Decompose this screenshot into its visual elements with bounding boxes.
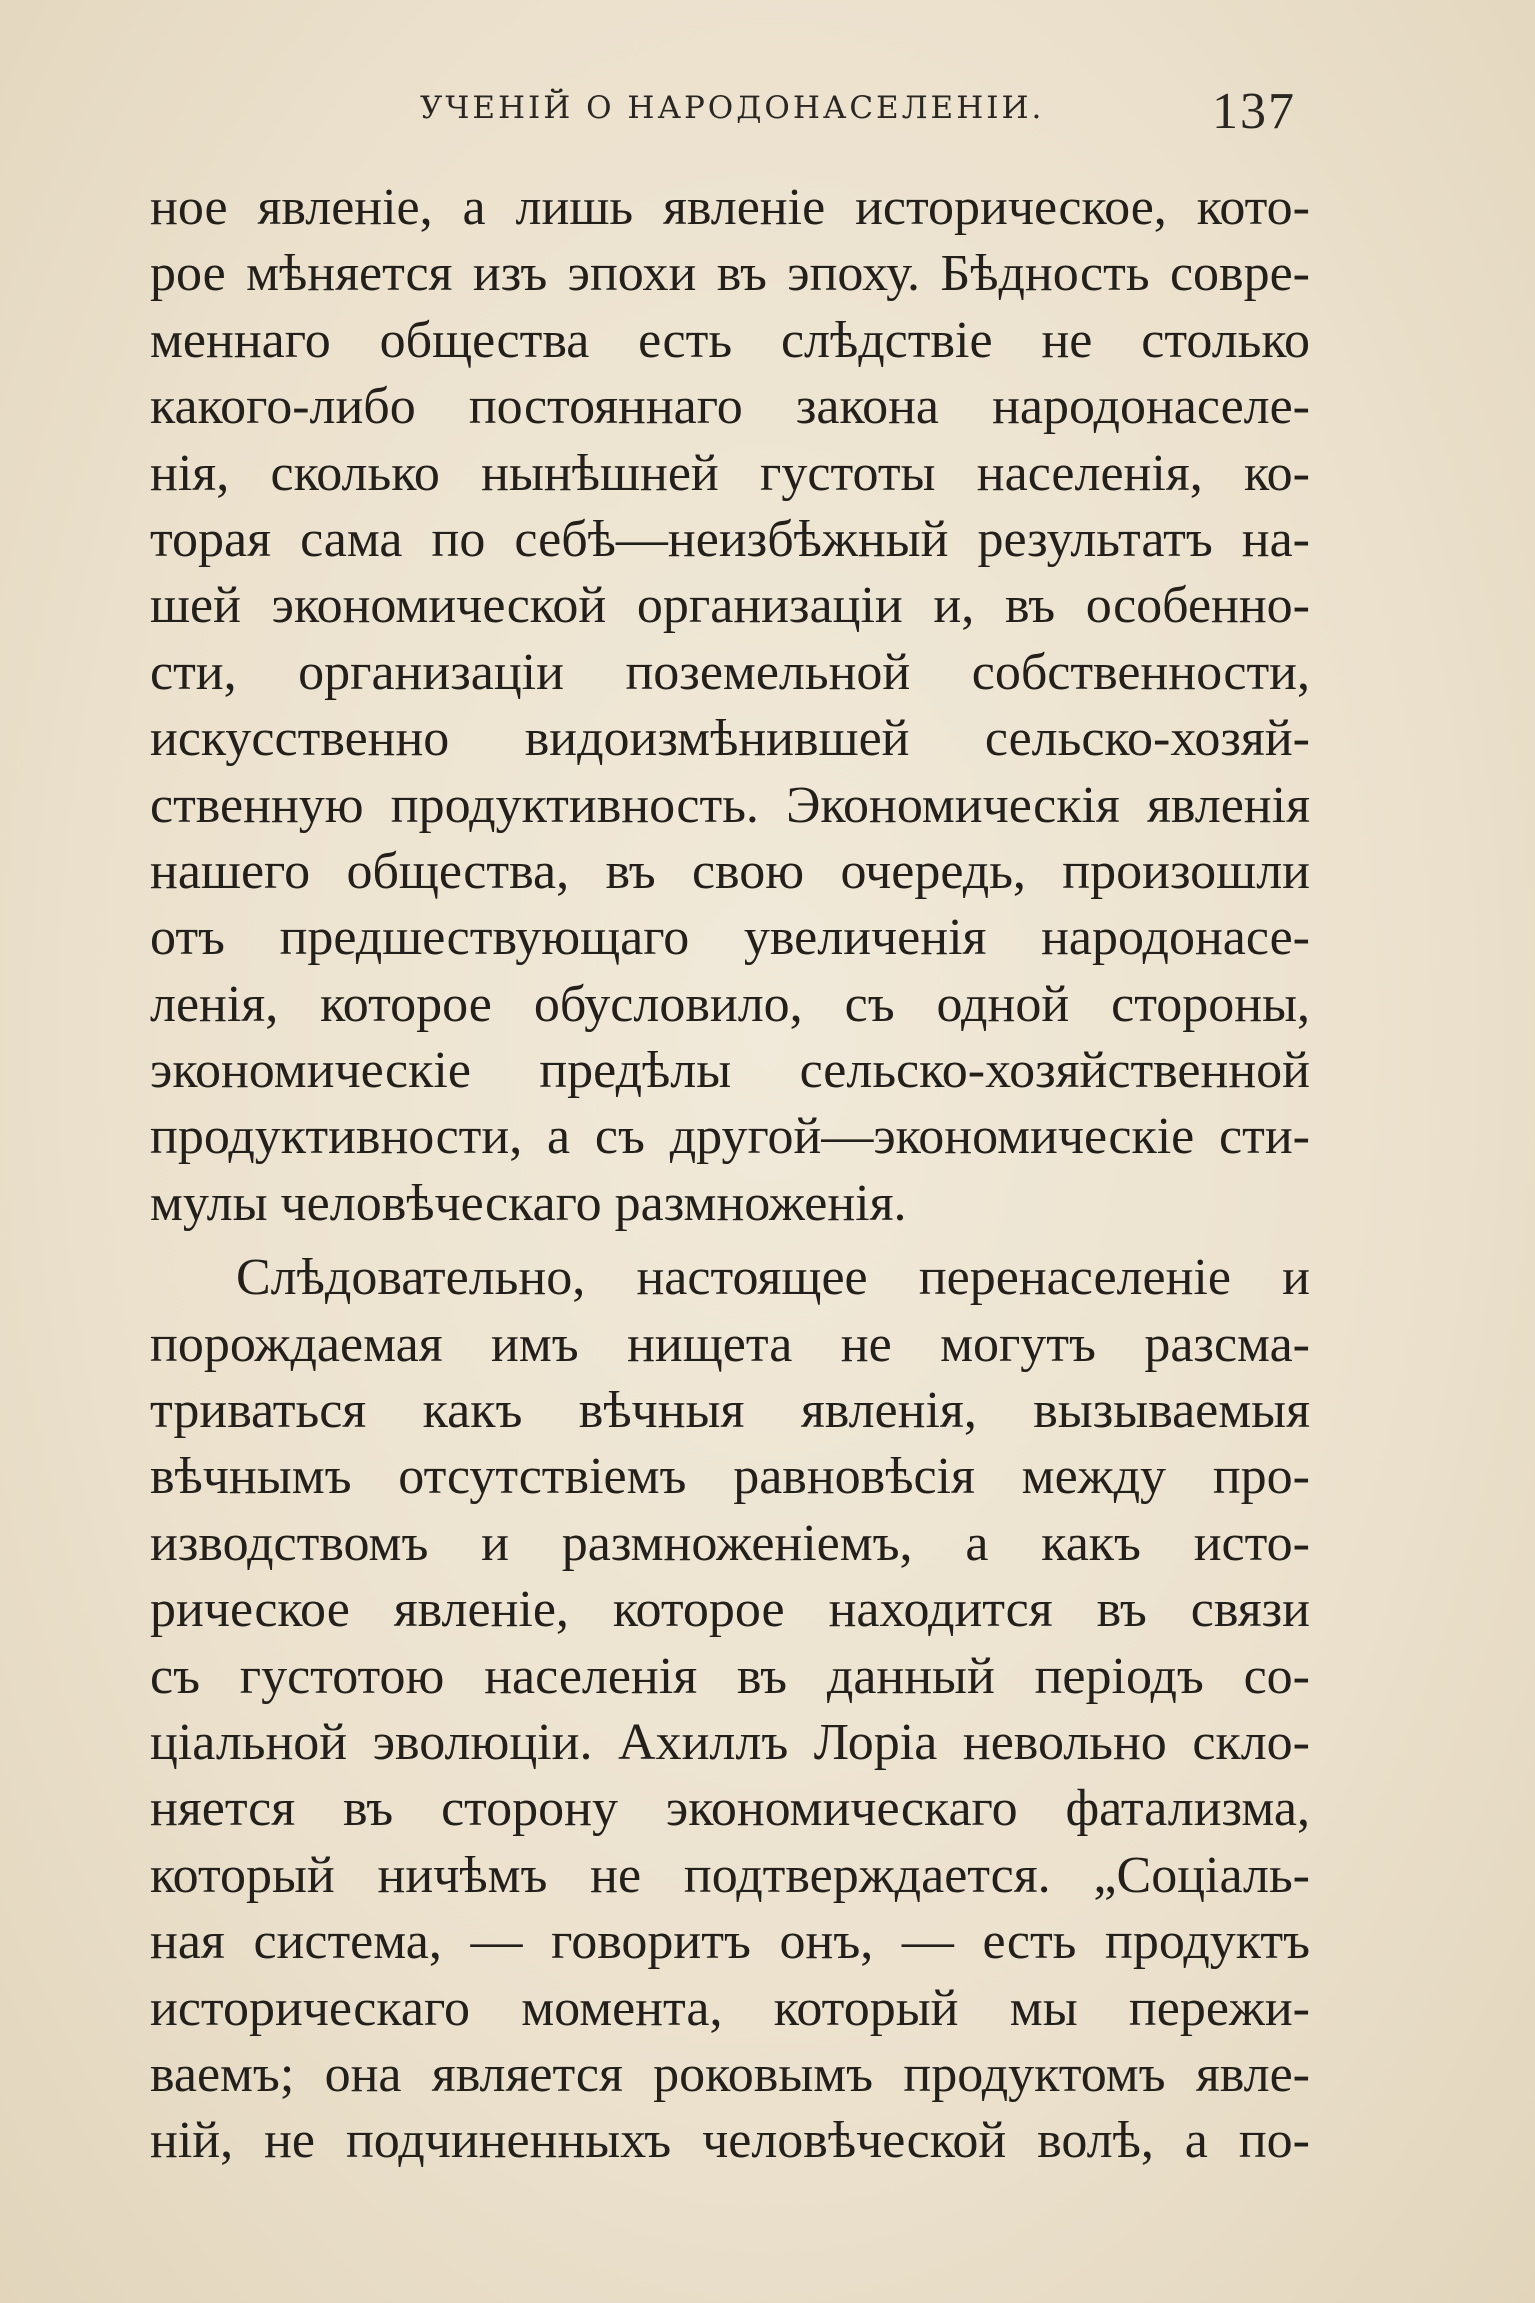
page-number: 137 — [1212, 83, 1296, 140]
page-header — [420, 82, 1296, 142]
text-line: нія, сколько нынѣшней густоты населенія, ко- — [150, 444, 1310, 502]
text-line: рическое явленіе, которое находится въ связи — [150, 1581, 1310, 1639]
text-line: меннаго общества есть слѣдствіе не столько — [150, 311, 1310, 369]
text-line: искусственно видоизмѣнившей сельско-хозяй- — [150, 710, 1310, 768]
text-line: ній, не подчиненныхъ человѣческой волѣ, а по- — [150, 2112, 1310, 2170]
text-line: ленія, которое обусловило, съ одной стороны, — [150, 975, 1310, 1033]
text-line: ціальной эволюціи. Ахиллъ Лоріа невольно скло- — [150, 1713, 1310, 1771]
text-line: который ничѣмъ не подтверждается. „Соціаль- — [150, 1846, 1310, 1904]
text-line: какого-либо постояннаго закона народонаселе- — [150, 378, 1310, 436]
text-line: триваться какъ вѣчныя явленія, вызываемыя — [150, 1382, 1310, 1440]
text-line: ное явленіе, а лишь явленіе историческое, кото- — [150, 179, 1310, 236]
text-line: няется въ сторону экономическаго фатализма, — [150, 1780, 1310, 1838]
text-line: экономическіе предѣлы сельско-хозяйственной — [150, 1042, 1310, 1100]
text-line: вѣчнымъ отсутствіемъ равновѣсія между про- — [150, 1448, 1310, 1506]
paragraph-2 — [150, 1245, 1310, 2174]
paragraph-1 — [150, 175, 1310, 1237]
text-line: съ густотою населенія въ данный періодъ со- — [150, 1647, 1310, 1705]
text-line: историческаго момента, который мы пережи- — [150, 1979, 1310, 2037]
text-line: нашего общества, въ свою очередь, произошли — [150, 842, 1310, 900]
text-line: Слѣдовательно, настоящее перенаселеніе и — [236, 1249, 1310, 1307]
text-line: рое мѣняется изъ эпохи въ эпоху. Бѣдность совре- — [150, 245, 1310, 303]
body-text — [150, 175, 1310, 2175]
text-line: продуктивности, а съ другой—экономическіе сти- — [150, 1108, 1310, 1166]
text-line: шей экономической организаціи и, въ особенно- — [150, 577, 1310, 635]
running-title: УЧЕНІЙ О НАРОДОНАСЕЛЕНІИ. — [420, 90, 1045, 126]
paragraph-gap — [150, 1237, 1310, 1245]
text-line: торая сама по себѣ—неизбѣжный результатъ на- — [150, 510, 1310, 568]
text-line: мулы человѣческаго размноженія. — [150, 1174, 907, 1232]
text-line: ная система, — говоритъ онъ, — есть продуктъ — [150, 1913, 1310, 1971]
text-line: ваемъ; она является роковымъ продуктомъ явле- — [150, 2045, 1310, 2103]
text-line: сти, организаціи поземельной собственности, — [150, 643, 1310, 701]
text-line: отъ предшествующаго увеличенія народонасе- — [150, 909, 1310, 967]
text-line: ственную продуктивность. Экономическія явленія — [150, 776, 1310, 834]
text-line: порождаемая имъ нищета не могутъ разсма- — [150, 1315, 1310, 1373]
text-line: изводствомъ и размноженіемъ, а какъ исто- — [150, 1514, 1310, 1572]
